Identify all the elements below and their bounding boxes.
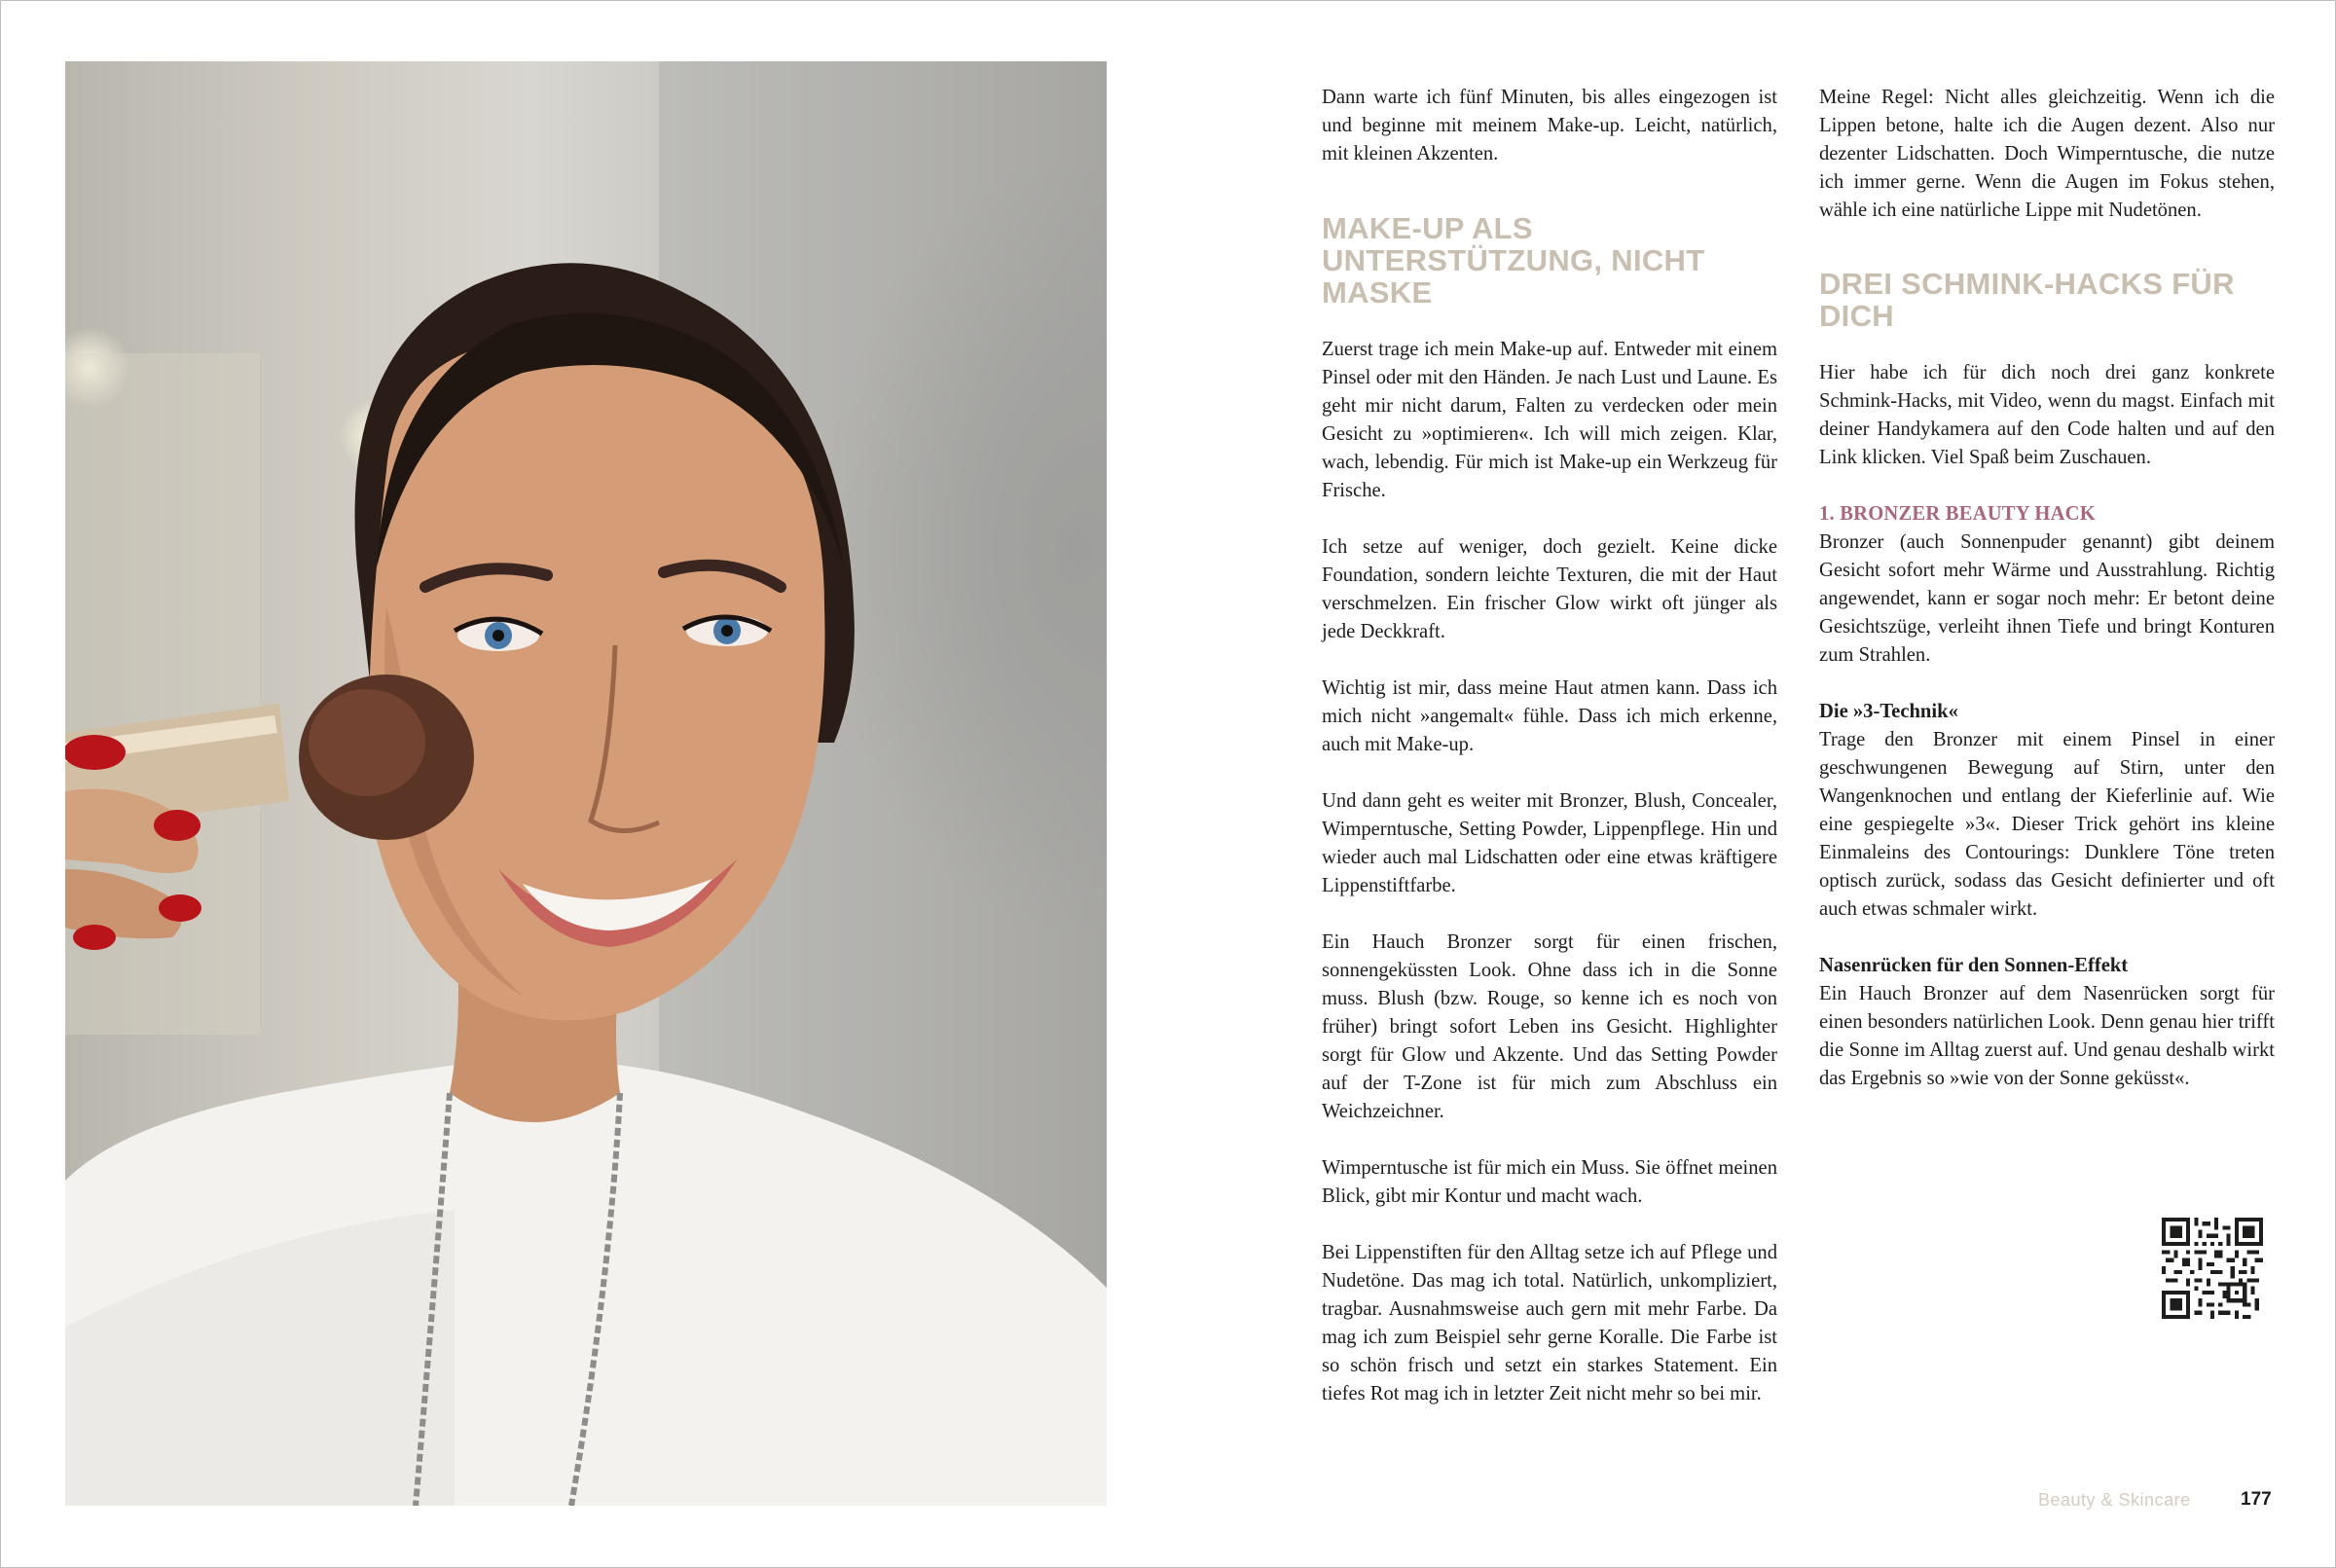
nase-paragraph: Ein Hauch Bronzer auf dem Nasenrücken sorgt für einen besonders natürlichen Look. Denn genau hier trifft die Sonne im Alltag zuerst auf. Und genau deshalb wirkt das Ergebnis so »wie von der Sonne geküsst«. — [1819, 983, 2275, 1089]
technik-title: Die »3-Technik« — [1819, 701, 1958, 722]
body-paragraph: Und dann geht es weiter mit Bronzer, Blush, Concealer, Wimperntusche, Setting Powder, Lippenpflege. Hin und wieder auch mal Lidschatten oder eine etwas kräftigere Lippenstiftfarbe. — [1322, 790, 1777, 896]
right-text-column — [1819, 84, 2275, 1093]
hack1-title: 1. BRONZER BEAUTY HACK — [1819, 503, 2096, 525]
footer-section-title: Beauty & Skincare — [2038, 1490, 2191, 1510]
body-paragraph: Ein Hauch Bronzer sorgt für einen frischen, sonnengeküssten Look. Ohne dass ich in die Sonne muss. Blush (bzw. Rouge, so kenne ich es noch von früher) bringt sofort Leben ins Gesicht. Highlighter sorgt für Glow und Akzente. Und das Setting Powder auf der T-Zone ist für mich zum Abschluss ein Weichzeichner. — [1322, 931, 1777, 1122]
portrait-photo — [65, 61, 1107, 1506]
body-paragraph: Wimperntusche ist für mich ein Muss. Sie öffnet meinen Blick, gibt mir Kontur und macht wach. — [1322, 1157, 1777, 1207]
portrait-illustration — [65, 61, 1107, 1506]
hack1-paragraph: Bronzer (auch Sonnenpuder genannt) gibt deinem Gesicht sofort mehr Wärme und Ausstrahlung. Richtig angewendet, kann er sogar noch mehr: Er betont deine Gesichtszüge, verleiht ihnen Tiefe und bringt Konturen zum Strahlen. — [1819, 531, 2275, 666]
technik-paragraph: Trage den Bronzer mit einem Pinsel in einer geschwungenen Bewegung auf Stirn, unter den Wangenknochen und entlang der Kieferlinie auf. Wie eine gespiegelte »3«. Dieser Trick gehört ins kleine Einmaleins des Contourings: Dunklere Töne treten optisch zurück, sodass das Gesicht definierter und oft auch etwas schmaler wirkt. — [1819, 729, 2275, 920]
nase-title: Nasenrücken für den Sonnen-Effekt — [1819, 955, 2129, 976]
hacks-intro-paragraph: Hier habe ich für dich noch drei ganz konkrete Schmink-Hacks, mit Video, wenn du magst. Einfach mit deiner Handykamera auf den Code halten und auf den Link klicken. Viel Spaß beim Zuschauen. — [1819, 362, 2275, 468]
left-text-column — [1322, 84, 1777, 1437]
body-paragraph: Zuerst trage ich mein Make-up auf. Entweder mit einem Pinsel oder mit den Händen. Je nach Lust und Laune. Es geht mir nicht darum, Falten zu verdecken oder mein Gesicht zu »optimieren«. Ich will mich zeigen. Klar, wach, lebendig. Für mich ist Make-up ein Werkzeug für Frische. — [1322, 339, 1777, 501]
qr-code-icon[interactable] — [2162, 1218, 2263, 1319]
makeup-heading: MAKE-UP ALS UNTERSTÜTZUNG, NICHT MASKE — [1322, 211, 1705, 310]
hacks-heading: DREI SCHMINK-HACKS FÜR DICH — [1819, 267, 2235, 333]
body-paragraph: Bei Lippenstiften für den Alltag setze ich auf Pflege und Nudetöne. Das mag ich total. Natürlich, unkompliziert, tragbar. Ausnahmsweise auch gern mit mehr Farbe. Da mag ich zum Beispiel sehr gerne Koralle. Die Farbe ist so schön frisch und setzt ein starkes Statement. Ein tiefes Rot mag ich in letzter Zeit nicht mehr so bei mir. — [1322, 1242, 1777, 1404]
body-paragraph: Ich setze auf weniger, doch gezielt. Keine dicke Foundation, sondern leichte Texturen, die mit der Haut verschmelzen. Ein frischer Glow wirkt oft jünger als jede Deckkraft. — [1322, 536, 1777, 642]
left-intro-paragraph: Dann warte ich fünf Minuten, bis alles eingezogen ist und beginne mit meinem Make-up. Leicht, natürlich, mit kleinen Akzenten. — [1322, 87, 1777, 164]
body-paragraph: Wichtig ist mir, dass meine Haut atmen kann. Dass ich mich nicht »angemalt« fühle. Dass ich mich erkenne, auch mit Make-up. — [1322, 677, 1777, 755]
page-number: 177 — [2241, 1489, 2272, 1510]
right-intro-paragraph: Meine Regel: Nicht alles gleichzeitig. Wenn ich die Lippen betone, halte ich die Augen dezent. Also nur dezenter Lidschatten. Doch Wimperntusche, die nutze ich immer gerne. Wenn die Augen im Fokus stehen, wähle ich eine natürliche Lippe mit Nudetönen. — [1819, 87, 2275, 221]
